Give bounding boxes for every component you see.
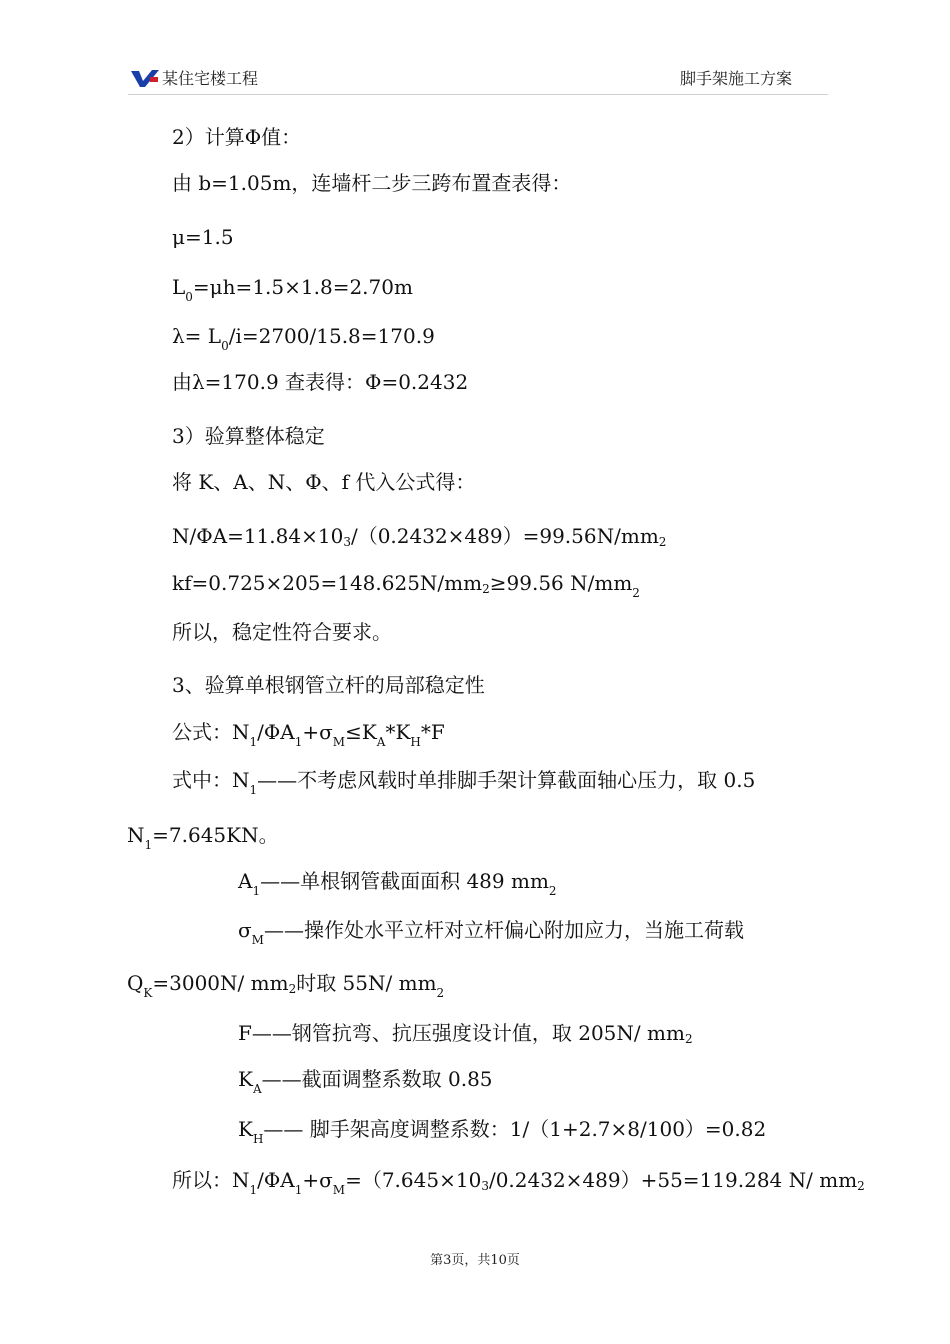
- l5-text: λ= L: [172, 324, 222, 348]
- l22-sub2: 1: [294, 1183, 303, 1197]
- line-19: [238, 1020, 693, 1049]
- line-14: [172, 767, 755, 796]
- line-20: [238, 1066, 493, 1095]
- l9-exp: 3: [343, 535, 351, 549]
- l22-exp2: 2: [857, 1179, 865, 1193]
- line-12: 3、验算单根钢管立杆的局部稳定性: [172, 673, 485, 697]
- line-4: [172, 274, 413, 303]
- l22-text3: +σ: [302, 1168, 333, 1192]
- header-project-title: 某住宅楼工程: [162, 69, 259, 88]
- header-divider: [128, 94, 828, 95]
- l21-sub: H: [252, 1132, 264, 1146]
- l22-text4: =（7.645×10: [345, 1168, 482, 1192]
- line-17: [238, 917, 744, 946]
- l15-text: N: [127, 823, 145, 847]
- l16-text: A: [238, 869, 253, 893]
- l17-sub: M: [251, 933, 264, 947]
- l13-sub2: 1: [294, 735, 303, 749]
- page-footer: 第3页，共10页: [430, 1253, 520, 1268]
- l15-sub: 1: [144, 838, 153, 852]
- company-logo-icon: [130, 68, 160, 88]
- l20-sub: A: [252, 1082, 262, 1096]
- l22-text2: /ΦA: [257, 1168, 295, 1192]
- line-7: 3）验算整体稳定: [172, 424, 325, 448]
- l13-text5: *K: [385, 720, 411, 744]
- l22-exp: 3: [481, 1179, 489, 1193]
- line-22: [172, 1167, 865, 1196]
- line-6: 由λ=170.9 查表得：Φ=0.2432: [172, 370, 469, 394]
- l17-text: σ: [238, 918, 252, 942]
- l21-text2: —— 脚手架高度调整系数：1/（1+2.7×8/100）=0.82: [263, 1117, 767, 1141]
- l18-sub: K: [143, 986, 153, 1000]
- l18-exp: 2: [288, 982, 297, 996]
- line-9: [172, 523, 666, 552]
- l13-text4: ≤K: [345, 720, 377, 744]
- l18-text2: =3000N/ mm: [152, 971, 289, 995]
- l16-sub: 1: [252, 884, 261, 898]
- l16-sub2: 2: [548, 884, 557, 898]
- l22-sub1: 1: [249, 1183, 258, 1197]
- l15-text2: =7.645KN。: [152, 823, 279, 847]
- l13-sub4: A: [376, 735, 386, 749]
- l9-exp2: 2: [658, 535, 667, 549]
- l10-sub: 2: [632, 586, 640, 600]
- l18-text: Q: [127, 971, 144, 995]
- line-1: 2）计算Φ值：: [172, 125, 302, 149]
- l20-text: K: [238, 1067, 253, 1091]
- line-13: [172, 719, 445, 748]
- l14-text: 式中：N: [172, 768, 250, 792]
- l13-text6: *F: [420, 720, 445, 744]
- line-11: 所以，稳定性符合要求。: [172, 620, 392, 644]
- l5-sub: 0: [221, 339, 229, 353]
- l4-sub: 0: [185, 290, 193, 304]
- l22-sub3: M: [332, 1183, 346, 1197]
- line-10: [172, 570, 640, 599]
- line-15: [127, 822, 279, 851]
- l4-text: L: [172, 275, 186, 299]
- l16-text2: ——单根钢管截面面积 489 mm: [260, 869, 549, 893]
- l10-text2: ≥99.56 N/mm: [489, 571, 633, 595]
- l9-text2: /（0.2432×489）=99.56N/mm: [350, 524, 659, 548]
- l14-sub: 1: [249, 783, 258, 797]
- line-18: [127, 970, 444, 999]
- l9-text: N/ΦA=11.84×10: [172, 524, 344, 548]
- l22-text5: /0.2432×489）+55=119.284 N/ mm: [488, 1168, 858, 1192]
- l13-text3: +σ: [302, 720, 333, 744]
- l5-text2: /i=2700/15.8=170.9: [228, 324, 435, 348]
- line-3: μ=1.5: [172, 225, 234, 249]
- header-left: [130, 66, 258, 89]
- header-document-title: 脚手架施工方案: [680, 69, 793, 88]
- line-21: [238, 1116, 766, 1145]
- l13-text2: /ΦA: [257, 720, 295, 744]
- l13-text: 公式：N: [172, 720, 250, 744]
- l10-text: kf=0.725×205=148.625N/mm: [172, 571, 483, 595]
- l20-text2: ——截面调整系数取 0.85: [261, 1067, 493, 1091]
- l17-text2: ——操作处水平立杆对立杆偏心附加应力，当施工荷载: [263, 918, 744, 942]
- l19-text: F——钢管抗弯、抗压强度设计值，取 205N/ mm: [238, 1021, 685, 1045]
- l13-sub5: H: [410, 735, 421, 749]
- l13-sub1: 1: [249, 735, 258, 749]
- line-5: [172, 323, 435, 352]
- l4-text2: =μh=1.5×1.8=2.70m: [192, 275, 413, 299]
- l22-text: 所以：N: [172, 1168, 250, 1192]
- l13-sub3: M: [332, 735, 346, 749]
- l14-text2: ——不考虑风载时单排脚手架计算截面轴心压力，取 0.5: [257, 768, 756, 792]
- line-2: 由 b=1.05m，连墙杆二步三跨布置查表得：: [172, 171, 572, 195]
- l10-exp: 2: [482, 582, 490, 596]
- l18-text3: 时取 55N/ mm: [296, 971, 437, 995]
- line-16: [238, 868, 557, 897]
- l21-text: K: [238, 1117, 253, 1141]
- l18-sub2: 2: [436, 986, 445, 1000]
- l19-exp: 2: [684, 1032, 693, 1046]
- line-8: 将 K、A、N、Φ、f 代入公式得：: [172, 470, 476, 494]
